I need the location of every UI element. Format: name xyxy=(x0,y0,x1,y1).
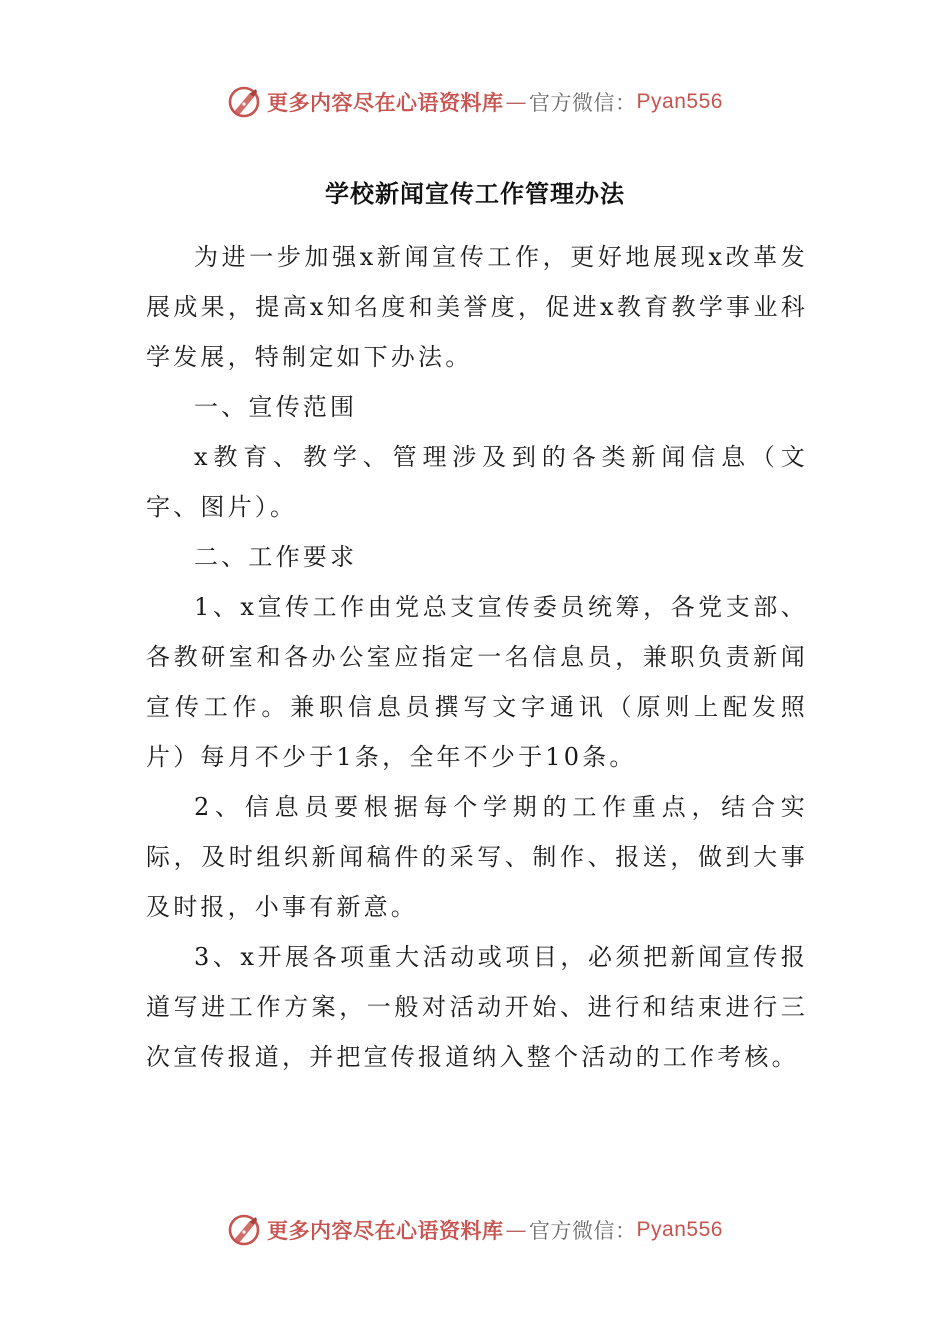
intro-paragraph: 为进一步加强x新闻宣传工作，更好地展现x改革发展成果，提高x知名度和美誉度，促进x教育教学事业科学发展，特制定如下办法。 xyxy=(146,243,808,371)
pen-logo-icon xyxy=(227,85,261,119)
banner-main-text: 更多内容尽在心语资料库 xyxy=(267,1218,504,1243)
banner-dash: — xyxy=(505,90,528,114)
banner-dash: — xyxy=(505,1218,528,1242)
section-heading-requirements: 二、工作要求 xyxy=(194,543,358,571)
banner-wechat-id: Pyan556 xyxy=(636,1218,723,1241)
header-banner xyxy=(0,80,950,124)
section-heading-scope: 一、宣传范围 xyxy=(194,393,358,421)
scope-paragraph: x教育、教学、管理涉及到的各类新闻信息（文字、图片）。 xyxy=(146,443,808,521)
requirement-item-3: 3、x开展各项重大活动或项目，必须把新闻宣传报道写进工作方案，一般对活动开始、进行和结束进行三次宣传报道，并把宣传报道纳入整个活动的工作考核。 xyxy=(146,943,808,1071)
pen-logo-icon xyxy=(227,1213,261,1247)
requirement-item-2: 2、信息员要根据每个学期的工作重点，结合实际，及时组织新闻稿件的采写、制作、报送，做到大事及时报，小事有新意。 xyxy=(146,793,808,921)
document-body xyxy=(146,232,808,1082)
banner-main-text: 更多内容尽在心语资料库 xyxy=(267,90,504,115)
banner-label: 官方微信： xyxy=(529,91,637,115)
banner-wechat-id: Pyan556 xyxy=(636,90,723,113)
requirement-item-1: 1、x宣传工作由党总支宣传委员统筹，各党支部、各教研室和各办公室应指定一名信息员，兼职负责新闻宣传工作。兼职信息员撰写文字通讯（原则上配发照片）每月不少于1条，全年不少于10条。 xyxy=(146,593,808,771)
document-title: 学校新闻宣传工作管理办法 xyxy=(325,179,625,208)
footer-banner xyxy=(0,1208,950,1252)
banner-label: 官方微信： xyxy=(529,1219,637,1243)
